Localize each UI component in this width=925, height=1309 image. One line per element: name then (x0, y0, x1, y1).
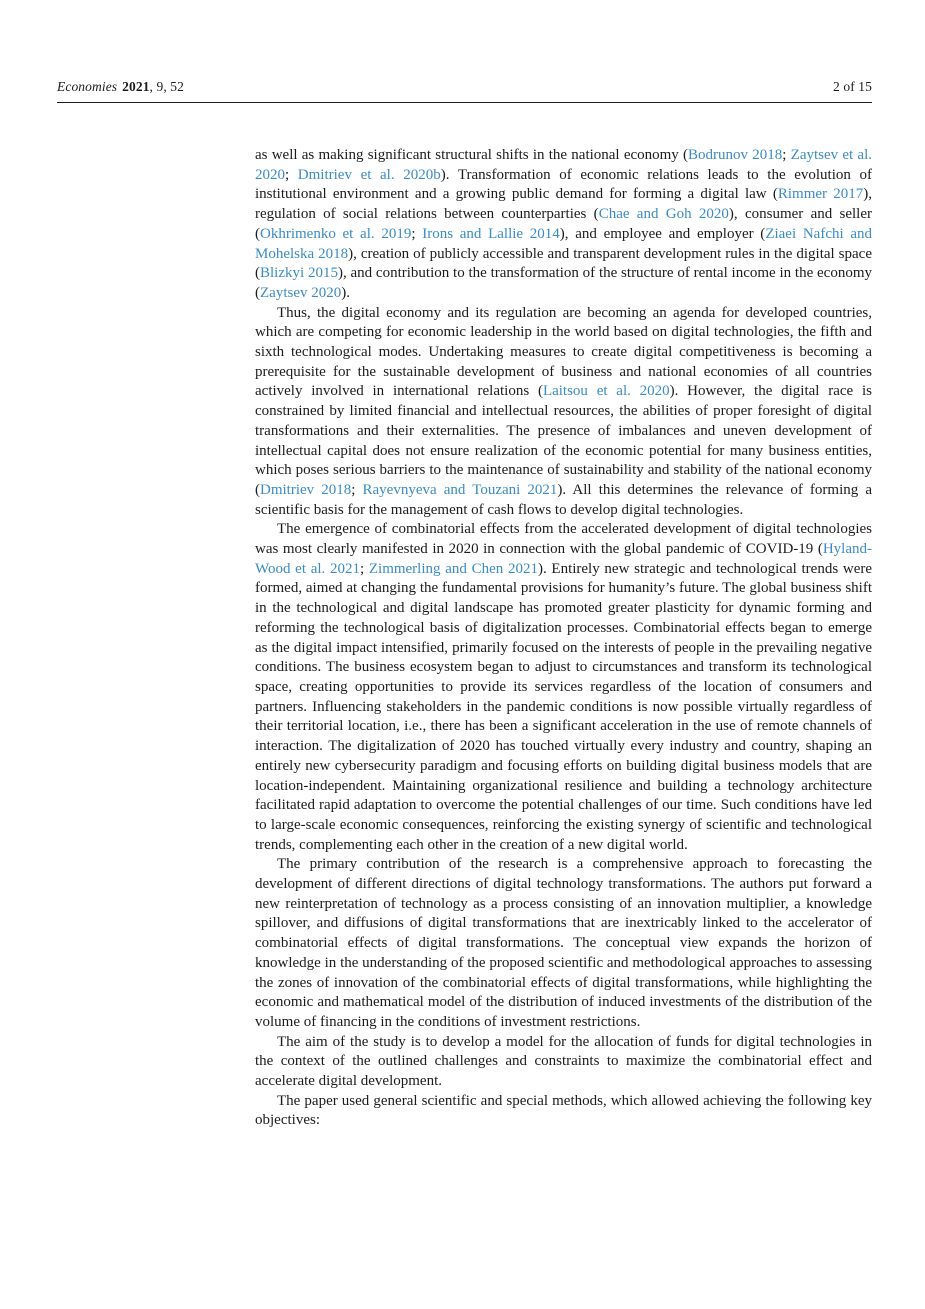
paragraph-text: ), and contribution to the transformation of the structure of rental income in the economy ( (255, 265, 872, 301)
paragraph-text: ; (359, 560, 369, 577)
citation-link[interactable]: Irons and Lallie 2014 (422, 225, 560, 242)
paragraph-text: ). However, the digital race is constrained by limited financial and intellectual resources, the abilities of proper foresight of digital transformations and their externalities. The presence of imbalances and uneven development of intellectual capital does not ensure realization of the economic potential for many business entities, which poses serious barriers to the maintenance of sustainability and stability of the national economy ( (255, 383, 872, 498)
journal-volume-page: , 9, 52 (149, 79, 184, 94)
journal-reference (57, 79, 184, 95)
paragraph-text: ), regulation of social relations between counterparties ( (255, 186, 872, 223)
paragraph-text: ). (341, 284, 350, 301)
paragraph-text: ; (411, 225, 423, 242)
page-header (57, 79, 872, 95)
paragraph-text: ; (782, 147, 791, 163)
journal-name: Economies (57, 79, 118, 94)
journal-year: 2021 (122, 79, 150, 94)
paragraph-text: The primary contribution of the research is a comprehensive approach to forecasting the development of different directions of digital technology transformations. The authors put forward a new reinterpretation of technology as a process consisting of an innovation multiplier, a knowledge spillover, and diffusions of digital transformations that are inextricably linked to the accelerator of combinatorial effects of digital transformations. The conceptual view expands the horizon of knowledge in the understanding of the proposed scientific and methodological approaches to assessing the zones of innovation of the combinatorial effects of digital transformations, while highlighting the economic and mathematical model of the distribution of induced investments of the distribution of the volume of financing in the conditions of investment restrictions. (255, 856, 872, 1030)
citation-link[interactable]: Dmitriev 2018 (260, 481, 352, 498)
citation-link[interactable]: Bodrunov 2018 (688, 147, 783, 163)
citation-link[interactable]: Zimmerling and Chen 2021 (368, 560, 538, 577)
citation-link[interactable]: Chae and Goh 2020 (598, 206, 729, 223)
paragraph-text: Thus, the digital economy and its regulation are becoming an agenda for developed countries, which are competing for economic leadership in the world based on digital technologies, the fifth and sixth technological modes. Undertaking measures to create digital competitiveness is becoming a prerequisite for the sustainable development of business and national economies of all countries actively involved in international relations ( (255, 304, 872, 400)
citation-link[interactable]: Rimmer 2017 (777, 186, 864, 203)
citation-link[interactable]: Rayevnyeva and Touzani 2021 (362, 481, 558, 498)
paragraph-text: ; (351, 481, 363, 498)
citation-link[interactable]: Laitsou et al. 2020 (542, 383, 670, 400)
paragraph-text: ), creation of publicly accessible and transparent development rules in the digital space ( (255, 245, 872, 282)
paragraph-text: The paper used general scientific and special methods, which allowed achieving the following key objectives: (255, 1092, 872, 1129)
paragraph (255, 1092, 872, 1131)
paragraph (255, 520, 872, 855)
paragraph-text: ). All this determines the relevance of forming a scientific basis for the management of cash flows to develop digital technologies. (255, 481, 872, 518)
citation-link[interactable]: Zaytsev et al. 2020 (255, 147, 873, 183)
paragraph-text: as well as making significant structural shifts in the national economy ( (255, 147, 689, 163)
citation-link[interactable]: Ziaei Nafchi and Mohelska 2018 (255, 225, 872, 262)
article-body (255, 146, 872, 1131)
citation-link[interactable]: Okhrimenko et al. 2019 (260, 225, 412, 242)
paragraph-text: ). Transformation of economic relations leads to the evolution of institutional environment and a growing public demand for forming a digital law ( (255, 166, 873, 203)
citation-link[interactable]: Blizkyi 2015 (260, 265, 338, 282)
paragraph-text: ), consumer and seller ( (255, 206, 873, 242)
paragraph-text: ). Entirely new strategic and technological trends were formed, aimed at changing the fundamental provisions for humanity’s future. The global business shift in the technological and digital landscape has promoted greater plasticity for dynamic forming and reforming the technological basis of digitalization processes. Combinatorial effects began to emerge as the digital impact intensified, primarily focused on the interests of people in the prevailing negative conditions. The business ecosystem began to adjust to circumstances and transform its technological space, creating opportunities to provide its services regardless of the location of consumers and partners. Influencing stakeholders in the pandemic conditions is now possible virtually regardless of their territorial location, i.e., there has been a significant acceleration in the use of remote channels of interaction. The digitalization of 2020 has touched virtually every industry and country, shaping an entirely new cybersecurity paradigm and focusing efforts on building digital business models that are location-independent. Maintaining organizational resilience and building a technology architecture facilitated rapid adaptation to overcome the potential challenges of our time. Such conditions have led to large-scale economic consequences, reinforcing the existing synergy of scientific and technological trends, complementing each other in the creation of a new digital world. (255, 560, 873, 853)
paragraph (255, 304, 872, 521)
citation-link[interactable]: Dmitriev et al. 2020b (297, 166, 441, 183)
header-divider (57, 102, 872, 103)
paragraph (255, 146, 872, 304)
paragraph (255, 1033, 872, 1092)
paragraph-text: The emergence of combinatorial effects from the accelerated development of digital technologies was most clearly manifested in 2020 in connection with the global pandemic of COVID-19 ( (255, 521, 872, 558)
citation-link[interactable]: Zaytsev 2020 (260, 284, 342, 301)
page-number-indicator: 2 of 15 (833, 79, 872, 94)
paragraph-text: ; (285, 166, 298, 183)
paragraph (255, 855, 872, 1032)
paragraph-text: The aim of the study is to develop a model for the allocation of funds for digital technologies in the context of the outlined challenges and constraints to maximize the combinatorial effect and accelerate digital development. (255, 1033, 872, 1090)
citation-link[interactable]: Hyland-Wood et al. 2021 (255, 541, 872, 577)
paragraph-text: ), and employee and employer ( (559, 225, 766, 242)
